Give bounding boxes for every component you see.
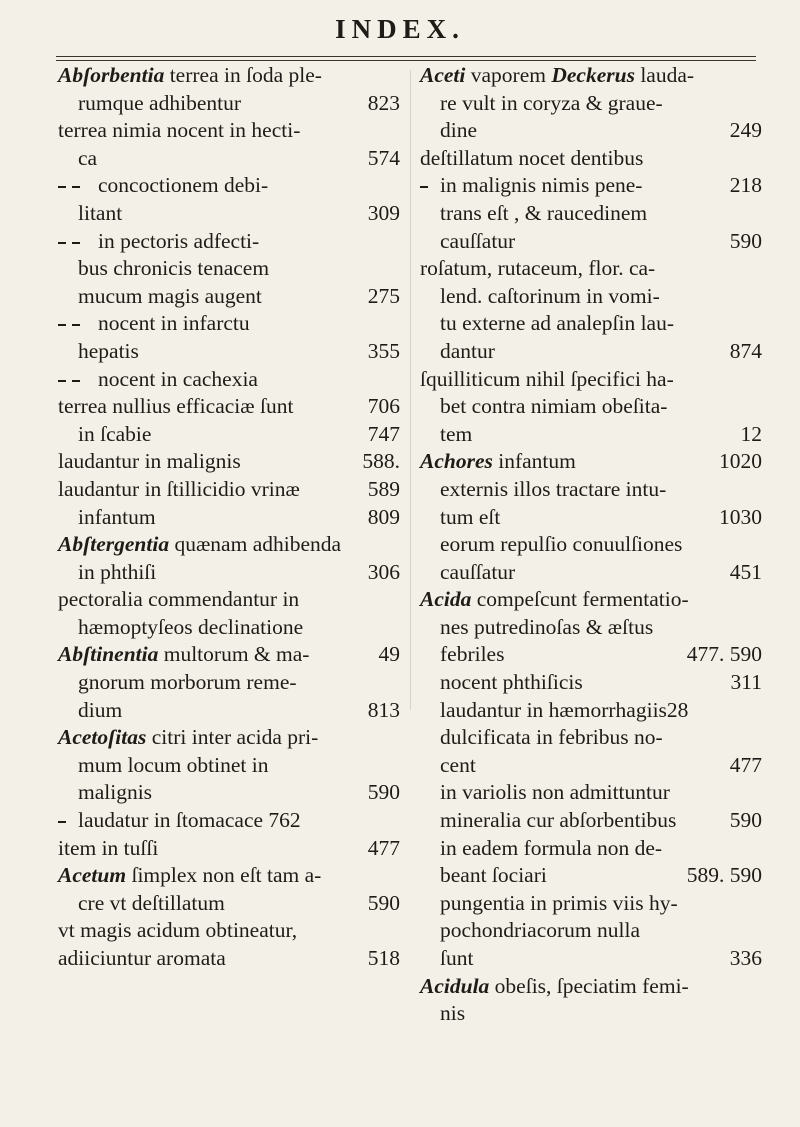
page-reference: 49 (378, 642, 400, 667)
entry-text: in variolis non admittuntur (440, 780, 670, 805)
entry-text: trans eſt , & raucedinem (440, 200, 648, 225)
index-line (420, 476, 762, 504)
entry-headword: Acetum (58, 863, 127, 888)
entry-text: hæmoptyſeos declinatione (78, 614, 304, 639)
index-line (420, 172, 762, 200)
entry-text: tem (440, 421, 473, 446)
entry-text: cent (440, 752, 476, 777)
page-reference: 306 (367, 559, 400, 584)
index-line (58, 172, 400, 200)
entry-text: item in tuſſi (58, 835, 159, 860)
entry-text: dine (440, 118, 478, 143)
page-reference: 590 (367, 890, 400, 915)
index-line (420, 90, 762, 118)
index-line (420, 421, 762, 449)
column-divider (410, 70, 411, 710)
entry-text: concoctionem debi- (98, 173, 269, 198)
entry-text: malignis (78, 780, 153, 805)
index-line (58, 366, 400, 394)
entry-headword: Aceti (420, 63, 466, 87)
page-reference: 249 (729, 118, 762, 143)
page-reference: 477 (729, 752, 762, 777)
index-line (420, 1000, 762, 1028)
index-line (58, 807, 400, 835)
index-line (420, 669, 762, 697)
entry-text: tum eſt (440, 504, 501, 529)
index-line (58, 752, 400, 780)
index-line (420, 255, 762, 283)
index-line (420, 448, 762, 476)
index-line (420, 917, 762, 945)
index-line (420, 338, 762, 366)
entry-headword: Abſtinentia (58, 642, 159, 667)
entry-text: quænam adhibenda (169, 532, 342, 557)
page-reference: 451 (729, 559, 762, 584)
index-line (58, 283, 400, 311)
entry-text: mineralia cur abſorbentibus (440, 808, 677, 833)
index-line (58, 586, 400, 614)
page-reference: 355 (367, 338, 400, 363)
index-line (58, 945, 400, 973)
index-line (58, 641, 400, 669)
page-reference: 590 (729, 228, 762, 253)
index-line (58, 310, 400, 338)
entry-text: in malignis nimis pene- (440, 173, 643, 198)
entry-text: dulcificata in febribus no- (440, 725, 663, 750)
entry-text: pochondriacorum nulla (440, 918, 641, 943)
page-reference: 590 (367, 780, 400, 805)
entry-text: in ſcabie (78, 421, 152, 446)
index-line (420, 117, 762, 145)
index-line (58, 531, 400, 559)
entry-text: lend. caſtorinum in vomi- (440, 283, 660, 308)
page-reference: 218 (729, 173, 762, 198)
index-line (58, 200, 400, 228)
index-line (420, 393, 762, 421)
entry-headword: Abſorbentia (58, 63, 165, 87)
index-line (420, 200, 762, 228)
index-line (420, 835, 762, 863)
index-line (420, 145, 762, 173)
entry-headword: Abſtergentia (58, 532, 170, 557)
index-line (420, 531, 762, 559)
index-line (58, 448, 400, 476)
index-line (420, 807, 762, 835)
entry-text: pungentia in primis viis hy- (440, 890, 678, 915)
entry-text: cre vt deſtillatum (78, 890, 225, 915)
entry-text: laudantur in ſtillicidio vrinæ (58, 476, 300, 501)
entry-text: bus chronicis tenacem (78, 256, 270, 281)
index-line (58, 421, 400, 449)
entry-text: eorum repulſio conuulſiones (440, 532, 683, 557)
index-line (58, 117, 400, 145)
index-line (58, 890, 400, 918)
page-reference: 809 (367, 504, 400, 529)
entry-text: lauda- (634, 63, 695, 87)
page-reference: 747 (367, 421, 400, 446)
entry-text: in phthiſi (78, 559, 157, 584)
index-line (58, 62, 400, 90)
entry-text: nocent in infarctu (98, 311, 250, 336)
page-reference: 12 (740, 421, 762, 446)
entry-headword: Achores (420, 449, 493, 474)
entry-text: hepatis (78, 338, 139, 363)
index-line (420, 504, 762, 532)
index-line (420, 559, 762, 587)
entry-text: obeſis, ſpeciatim femi- (489, 973, 689, 998)
index-line (420, 586, 762, 614)
index-line (58, 338, 400, 366)
index-line (58, 614, 400, 642)
entry-text: citri inter acida pri- (146, 725, 319, 750)
index-line (420, 724, 762, 752)
page-reference: 477. 590 (686, 642, 762, 667)
page-reference: 275 (367, 283, 400, 308)
entry-text: dium (78, 697, 123, 722)
page-reference: 311 (730, 670, 762, 695)
entry-text: rumque adhibentur (78, 90, 241, 115)
entry-text: dantur (440, 338, 495, 363)
entry-text: bet contra nimiam obeſita- (440, 394, 668, 419)
index-line (420, 697, 762, 725)
index-line (58, 724, 400, 752)
entry-text: vt magis acidum obtineatur, (58, 918, 298, 943)
page-title: INDEX. (335, 14, 465, 44)
entry-text: ſimplex non eſt tam a- (126, 863, 322, 888)
index-line (58, 90, 400, 118)
page-reference: 518 (367, 946, 400, 970)
index-line (420, 366, 762, 394)
index-line (420, 890, 762, 918)
entry-text: infantum (492, 449, 576, 474)
index-line (420, 310, 762, 338)
entry-text: compeſcunt fermentatio- (471, 587, 689, 612)
entry-text: externis illos tractare intu- (440, 476, 667, 501)
index-line (58, 669, 400, 697)
entry-text: roſatum, rutaceum, flor. ca- (420, 256, 656, 281)
entry-text: vaporem (465, 63, 552, 87)
index-line (58, 697, 400, 725)
entry-text: terrea in ſoda ple- (164, 63, 322, 87)
index-line (58, 559, 400, 587)
entry-text: mucum magis augent (78, 283, 262, 308)
index-line (420, 228, 762, 256)
page-reference: 477 (367, 835, 400, 860)
entry-text: nes putredinoſas & æſtus (440, 614, 654, 639)
entry-text: pectoralia commendantur in (58, 587, 300, 612)
page-reference: 813 (367, 697, 400, 722)
entry-headword: Acida (420, 587, 472, 612)
page-reference: 309 (367, 200, 400, 225)
index-line (58, 255, 400, 283)
index-line (58, 504, 400, 532)
page-reference: 823 (367, 90, 400, 115)
index-line (420, 779, 762, 807)
index-line (420, 752, 762, 780)
index-line (58, 228, 400, 256)
index-line (58, 917, 400, 945)
entry-author-name: Deckerus (551, 63, 635, 87)
entry-text: in eadem formula non de- (440, 835, 663, 860)
entry-text: laudantur in hæmorrhagiis28 (440, 697, 689, 722)
entry-text: nis (440, 1001, 466, 1026)
entry-text: adiiciuntur aromata (58, 946, 226, 970)
entry-text: litant (78, 200, 123, 225)
entry-text: ca (78, 145, 98, 170)
page-reference: 590 (729, 808, 762, 833)
index-entry (58, 62, 400, 973)
index-line (420, 945, 762, 973)
page-reference: 1020 (719, 449, 762, 474)
index-line (420, 973, 762, 1001)
entry-text: terrea nimia nocent in hecti- (58, 118, 301, 143)
index-entry (420, 62, 762, 1028)
index-column-left (58, 62, 400, 973)
entry-headword: Acetoſitas (58, 725, 147, 750)
index-line (58, 835, 400, 863)
index-line (58, 862, 400, 890)
entry-text: ſquilliticum nihil ſpecifici ha- (420, 366, 674, 391)
page-reference: 874 (729, 338, 762, 363)
entry-text: beant ſociari (440, 863, 547, 888)
entry-text: re vult in coryza & graue- (440, 90, 663, 115)
entry-text: ſunt (440, 946, 474, 970)
entry-text: multorum & ma- (158, 642, 310, 667)
index-column-right (420, 62, 762, 1028)
entry-headword: Acidula (420, 973, 490, 998)
entry-text: tu externe ad analepſin lau- (440, 311, 675, 336)
entry-text: laudantur in malignis (58, 449, 241, 474)
index-line (420, 62, 762, 90)
page-reference: 589 (367, 476, 400, 501)
entry-text: gnorum morborum reme- (78, 670, 297, 695)
page-reference: 336 (729, 946, 762, 970)
page-reference: 706 (367, 394, 400, 419)
entry-text: febriles (440, 642, 505, 667)
index-line (58, 779, 400, 807)
entry-text: cauſſatur (440, 228, 516, 253)
page-reference: 588. (362, 449, 400, 474)
entry-text: nocent in cachexia (98, 366, 258, 391)
entry-text: terrea nullius efficaciæ ſunt (58, 394, 294, 419)
header-rule (56, 56, 756, 57)
page-reference: 574 (367, 145, 400, 170)
entry-text: infantum (78, 504, 156, 529)
index-line (420, 641, 762, 669)
entry-text: cauſſatur (440, 559, 516, 584)
index-line (420, 862, 762, 890)
index-line (420, 614, 762, 642)
entry-text: nocent phthiſicis (440, 670, 583, 695)
page-reference: 589. 590 (686, 863, 762, 888)
entry-text: deſtillatum nocet dentibus (420, 145, 644, 170)
header-rule-thin (56, 60, 756, 61)
entry-text: laudatur in ſtomacace 762 (78, 808, 301, 833)
index-line (420, 283, 762, 311)
entry-text: in pectoris adfecti- (98, 228, 260, 253)
index-line (58, 476, 400, 504)
entry-text: mum locum obtinet in (78, 752, 269, 777)
page-reference: 1030 (719, 504, 762, 529)
index-line (58, 145, 400, 173)
index-line (58, 393, 400, 421)
